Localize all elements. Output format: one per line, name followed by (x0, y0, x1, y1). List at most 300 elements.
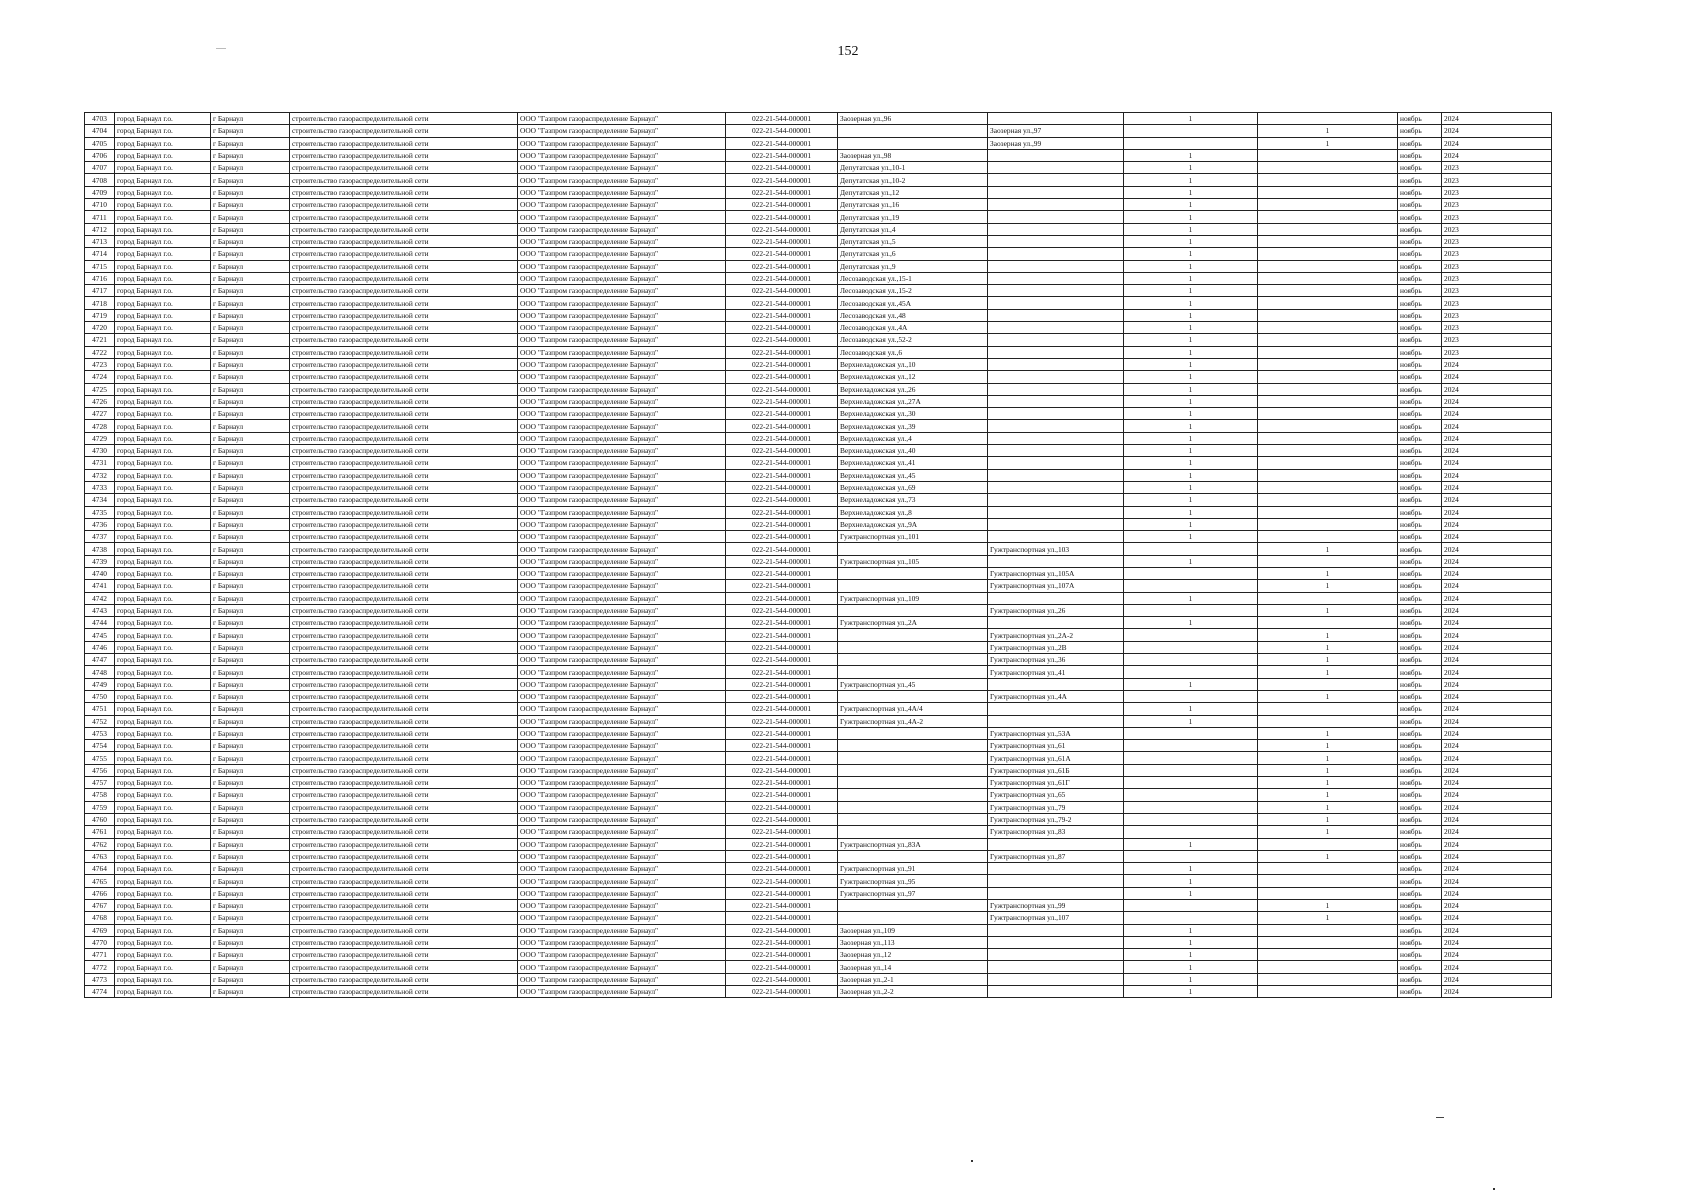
cell-code: 022-21-544-000001 (726, 149, 838, 161)
cell-address: Депутатская ул.,5 (838, 235, 988, 247)
cell-month: ноябрь (1398, 457, 1442, 469)
cell-address-new: Гужтранспортная ул.,103 (988, 543, 1124, 555)
cell-year: 2024 (1442, 826, 1552, 838)
cell-locality: г Барнаул (211, 703, 290, 715)
table-row (85, 604, 1552, 616)
table-row (85, 420, 1552, 432)
cell-organization: ООО "Газпром газораспределение Барнаул" (518, 531, 726, 543)
cell-code: 022-21-544-000001 (726, 690, 838, 702)
cell-count: 1 (1124, 592, 1258, 604)
table-row (85, 494, 1552, 506)
cell-month: ноябрь (1398, 186, 1442, 198)
cell-address: Депутатская ул.,4 (838, 223, 988, 235)
cell-code: 022-21-544-000001 (726, 432, 838, 444)
cell-address-new (988, 555, 1124, 567)
cell-number: 4724 (85, 371, 115, 383)
cell-address: Лесозаводская ул.,15-2 (838, 285, 988, 297)
cell-count-new (1258, 617, 1398, 629)
cell-number: 4737 (85, 531, 115, 543)
cell-locality: г Барнаул (211, 936, 290, 948)
cell-organization: ООО "Газпром газораспределение Барнаул" (518, 875, 726, 887)
cell-number: 4753 (85, 727, 115, 739)
cell-address-new (988, 863, 1124, 875)
cell-address-new (988, 272, 1124, 284)
cell-code: 022-21-544-000001 (726, 617, 838, 629)
cell-organization: ООО "Газпром газораспределение Барнаул" (518, 334, 726, 346)
cell-code: 022-21-544-000001 (726, 592, 838, 604)
table-row (85, 113, 1552, 125)
cell-count: 1 (1124, 285, 1258, 297)
cell-code: 022-21-544-000001 (726, 162, 838, 174)
cell-month: ноябрь (1398, 629, 1442, 641)
cell-address-new (988, 235, 1124, 247)
registry-table (84, 112, 1552, 998)
cell-number: 4710 (85, 199, 115, 211)
cell-count (1124, 666, 1258, 678)
cell-organization: ООО "Газпром газораспределение Барнаул" (518, 690, 726, 702)
table-row (85, 285, 1552, 297)
cell-code: 022-21-544-000001 (726, 703, 838, 715)
table-row (85, 223, 1552, 235)
cell-count-new: 1 (1258, 912, 1398, 924)
cell-work-type: строительство газораспределительной сети (290, 887, 518, 899)
cell-year: 2024 (1442, 358, 1552, 370)
cell-locality: г Барнаул (211, 457, 290, 469)
cell-address-new (988, 309, 1124, 321)
cell-locality: г Барнаул (211, 186, 290, 198)
cell-municipality: город Барнаул г.о. (115, 727, 211, 739)
cell-locality: г Барнаул (211, 690, 290, 702)
cell-municipality: город Барнаул г.о. (115, 678, 211, 690)
cell-address-new (988, 346, 1124, 358)
cell-address: Гужтранспортная ул.,105 (838, 555, 988, 567)
cell-organization: ООО "Газпром газораспределение Барнаул" (518, 973, 726, 985)
table-row (85, 408, 1552, 420)
cell-municipality: город Барнаул г.о. (115, 690, 211, 702)
cell-locality: г Барнаул (211, 973, 290, 985)
cell-month: ноябрь (1398, 260, 1442, 272)
cell-address-new: Гужтранспортная ул.,79-2 (988, 813, 1124, 825)
cell-locality: г Барнаул (211, 912, 290, 924)
cell-code: 022-21-544-000001 (726, 580, 838, 592)
cell-address-new (988, 703, 1124, 715)
cell-count (1124, 690, 1258, 702)
cell-locality: г Барнаул (211, 383, 290, 395)
cell-organization: ООО "Газпром газораспределение Барнаул" (518, 850, 726, 862)
cell-year: 2024 (1442, 494, 1552, 506)
cell-work-type: строительство газораспределительной сети (290, 223, 518, 235)
cell-organization: ООО "Газпром газораспределение Барнаул" (518, 764, 726, 776)
cell-number: 4763 (85, 850, 115, 862)
table-row (85, 346, 1552, 358)
cell-organization: ООО "Газпром газораспределение Барнаул" (518, 604, 726, 616)
scan-mark (1493, 1188, 1495, 1190)
cell-address-new: Гужтранспортная ул.,99 (988, 900, 1124, 912)
cell-organization: ООО "Газпром газораспределение Барнаул" (518, 936, 726, 948)
cell-year: 2024 (1442, 604, 1552, 616)
cell-locality: г Барнаул (211, 162, 290, 174)
cell-work-type: строительство газораспределительной сети (290, 395, 518, 407)
cell-month: ноябрь (1398, 641, 1442, 653)
cell-count-new: 1 (1258, 604, 1398, 616)
cell-organization: ООО "Газпром газораспределение Барнаул" (518, 924, 726, 936)
cell-locality: г Барнаул (211, 592, 290, 604)
cell-year: 2024 (1442, 936, 1552, 948)
table-row (85, 863, 1552, 875)
cell-year: 2023 (1442, 334, 1552, 346)
cell-address-new (988, 617, 1124, 629)
cell-year: 2024 (1442, 408, 1552, 420)
cell-month: ноябрь (1398, 986, 1442, 998)
cell-organization: ООО "Газпром газораспределение Барнаул" (518, 408, 726, 420)
cell-year: 2024 (1442, 986, 1552, 998)
cell-number: 4717 (85, 285, 115, 297)
cell-locality: г Барнаул (211, 260, 290, 272)
cell-address-new (988, 961, 1124, 973)
table-row (85, 383, 1552, 395)
cell-address-new (988, 162, 1124, 174)
cell-organization: ООО "Газпром газораспределение Барнаул" (518, 826, 726, 838)
cell-work-type: строительство газораспределительной сети (290, 162, 518, 174)
cell-month: ноябрь (1398, 863, 1442, 875)
cell-year: 2024 (1442, 125, 1552, 137)
cell-address-new (988, 334, 1124, 346)
table-row (85, 629, 1552, 641)
cell-number: 4721 (85, 334, 115, 346)
cell-number: 4729 (85, 432, 115, 444)
cell-address: Гужтранспортная ул.,109 (838, 592, 988, 604)
cell-municipality: город Барнаул г.о. (115, 629, 211, 641)
cell-month: ноябрь (1398, 174, 1442, 186)
cell-code: 022-21-544-000001 (726, 629, 838, 641)
cell-month: ноябрь (1398, 580, 1442, 592)
table-row (85, 801, 1552, 813)
cell-municipality: город Барнаул г.о. (115, 764, 211, 776)
cell-municipality: город Барнаул г.о. (115, 420, 211, 432)
cell-organization: ООО "Газпром газораспределение Барнаул" (518, 297, 726, 309)
cell-locality: г Барнаул (211, 346, 290, 358)
cell-address: Верхнеладожская ул.,39 (838, 420, 988, 432)
cell-work-type: строительство газораспределительной сети (290, 801, 518, 813)
cell-number: 4725 (85, 383, 115, 395)
cell-code: 022-21-544-000001 (726, 174, 838, 186)
cell-code: 022-21-544-000001 (726, 408, 838, 420)
cell-number: 4712 (85, 223, 115, 235)
cell-locality: г Барнаул (211, 506, 290, 518)
cell-address-new (988, 420, 1124, 432)
cell-locality: г Барнаул (211, 235, 290, 247)
cell-locality: г Барнаул (211, 149, 290, 161)
cell-number: 4727 (85, 408, 115, 420)
cell-count-new (1258, 272, 1398, 284)
cell-number: 4703 (85, 113, 115, 125)
cell-address: Заозерная ул.,96 (838, 113, 988, 125)
cell-count-new (1258, 297, 1398, 309)
cell-year: 2024 (1442, 371, 1552, 383)
cell-year: 2024 (1442, 850, 1552, 862)
table-row (85, 211, 1552, 223)
cell-address-new (988, 481, 1124, 493)
cell-work-type: строительство газораспределительной сети (290, 973, 518, 985)
cell-count-new (1258, 863, 1398, 875)
cell-municipality: город Барнаул г.о. (115, 580, 211, 592)
cell-municipality: город Барнаул г.о. (115, 199, 211, 211)
cell-municipality: город Барнаул г.о. (115, 457, 211, 469)
cell-address-new: Гужтранспортная ул.,107А (988, 580, 1124, 592)
cell-municipality: город Барнаул г.о. (115, 838, 211, 850)
cell-organization: ООО "Газпром газораспределение Барнаул" (518, 358, 726, 370)
cell-number: 4728 (85, 420, 115, 432)
table-row (85, 654, 1552, 666)
cell-count-new: 1 (1258, 654, 1398, 666)
cell-municipality: город Барнаул г.о. (115, 211, 211, 223)
cell-count (1124, 654, 1258, 666)
cell-locality: г Барнаул (211, 567, 290, 579)
cell-organization: ООО "Газпром газораспределение Барнаул" (518, 949, 726, 961)
cell-locality: г Барнаул (211, 949, 290, 961)
cell-year: 2024 (1442, 580, 1552, 592)
cell-work-type: строительство газораспределительной сети (290, 420, 518, 432)
cell-locality: г Барнаул (211, 875, 290, 887)
cell-locality: г Барнаул (211, 125, 290, 137)
cell-organization: ООО "Газпром газораспределение Барнаул" (518, 986, 726, 998)
cell-work-type: строительство газораспределительной сети (290, 875, 518, 887)
cell-year: 2024 (1442, 531, 1552, 543)
cell-address-new: Гужтранспортная ул.,61 (988, 740, 1124, 752)
cell-count-new (1258, 715, 1398, 727)
cell-year: 2024 (1442, 801, 1552, 813)
cell-address: Депутатская ул.,6 (838, 248, 988, 260)
cell-number: 4764 (85, 863, 115, 875)
table-row (85, 924, 1552, 936)
cell-organization: ООО "Газпром газораспределение Барнаул" (518, 395, 726, 407)
cell-address-new (988, 149, 1124, 161)
cell-count-new (1258, 113, 1398, 125)
cell-year: 2024 (1442, 690, 1552, 702)
cell-month: ноябрь (1398, 481, 1442, 493)
cell-municipality: город Барнаул г.о. (115, 924, 211, 936)
cell-address: Верхнеладожская ул.,40 (838, 445, 988, 457)
cell-address: Депутатская ул.,19 (838, 211, 988, 223)
cell-number: 4711 (85, 211, 115, 223)
cell-work-type: строительство газораспределительной сети (290, 531, 518, 543)
cell-year: 2024 (1442, 543, 1552, 555)
cell-address (838, 900, 988, 912)
cell-count: 1 (1124, 973, 1258, 985)
cell-address: Верхнеладожская ул.,30 (838, 408, 988, 420)
cell-number: 4769 (85, 924, 115, 936)
cell-work-type: строительство газораспределительной сети (290, 900, 518, 912)
cell-address-new (988, 531, 1124, 543)
cell-organization: ООО "Газпром газораспределение Барнаул" (518, 309, 726, 321)
cell-organization: ООО "Газпром газораспределение Барнаул" (518, 740, 726, 752)
cell-address-new (988, 949, 1124, 961)
cell-count (1124, 752, 1258, 764)
cell-count: 1 (1124, 334, 1258, 346)
cell-count-new: 1 (1258, 125, 1398, 137)
cell-month: ноябрь (1398, 420, 1442, 432)
cell-locality: г Барнаул (211, 285, 290, 297)
cell-address-new (988, 592, 1124, 604)
cell-address: Депутатская ул.,10-1 (838, 162, 988, 174)
cell-count: 1 (1124, 469, 1258, 481)
cell-municipality: город Барнаул г.о. (115, 371, 211, 383)
cell-locality: г Барнаул (211, 494, 290, 506)
cell-organization: ООО "Газпром газораспределение Барнаул" (518, 113, 726, 125)
cell-code: 022-21-544-000001 (726, 887, 838, 899)
cell-organization: ООО "Газпром газораспределение Барнаул" (518, 654, 726, 666)
cell-code: 022-21-544-000001 (726, 358, 838, 370)
cell-count-new: 1 (1258, 764, 1398, 776)
cell-month: ноябрь (1398, 469, 1442, 481)
cell-count: 1 (1124, 494, 1258, 506)
cell-count-new: 1 (1258, 752, 1398, 764)
table-row (85, 445, 1552, 457)
cell-work-type: строительство газораспределительной сети (290, 961, 518, 973)
cell-organization: ООО "Газпром газораспределение Барнаул" (518, 752, 726, 764)
cell-year: 2023 (1442, 285, 1552, 297)
table-row (85, 900, 1552, 912)
cell-count-new: 1 (1258, 666, 1398, 678)
cell-count: 1 (1124, 420, 1258, 432)
cell-address (838, 641, 988, 653)
cell-address: Гужтранспортная ул.,97 (838, 887, 988, 899)
cell-month: ноябрь (1398, 924, 1442, 936)
cell-locality: г Барнаул (211, 887, 290, 899)
scan-mark (1436, 1117, 1444, 1118)
cell-number: 4707 (85, 162, 115, 174)
cell-code: 022-21-544-000001 (726, 936, 838, 948)
cell-code: 022-21-544-000001 (726, 211, 838, 223)
cell-municipality: город Барнаул г.о. (115, 777, 211, 789)
cell-count-new (1258, 506, 1398, 518)
cell-count (1124, 727, 1258, 739)
cell-count: 1 (1124, 481, 1258, 493)
cell-municipality: город Барнаул г.о. (115, 826, 211, 838)
cell-organization: ООО "Газпром газораспределение Барнаул" (518, 567, 726, 579)
cell-count-new (1258, 322, 1398, 334)
cell-work-type: строительство газораспределительной сети (290, 457, 518, 469)
table-row (85, 666, 1552, 678)
cell-work-type: строительство газораспределительной сети (290, 813, 518, 825)
cell-code: 022-21-544-000001 (726, 518, 838, 530)
cell-organization: ООО "Газпром газораспределение Барнаул" (518, 715, 726, 727)
cell-year: 2024 (1442, 457, 1552, 469)
cell-municipality: город Барнаул г.о. (115, 912, 211, 924)
cell-organization: ООО "Газпром газораспределение Барнаул" (518, 518, 726, 530)
cell-count: 1 (1124, 408, 1258, 420)
cell-municipality: город Барнаул г.о. (115, 235, 211, 247)
cell-work-type: строительство газораспределительной сети (290, 432, 518, 444)
cell-code: 022-21-544-000001 (726, 260, 838, 272)
cell-month: ноябрь (1398, 703, 1442, 715)
cell-work-type: строительство газораспределительной сети (290, 936, 518, 948)
table-row (85, 334, 1552, 346)
cell-address-new (988, 469, 1124, 481)
table-row (85, 469, 1552, 481)
cell-municipality: город Барнаул г.о. (115, 936, 211, 948)
cell-year: 2023 (1442, 186, 1552, 198)
cell-month: ноябрь (1398, 949, 1442, 961)
cell-count (1124, 789, 1258, 801)
table-row (85, 260, 1552, 272)
cell-year: 2024 (1442, 740, 1552, 752)
cell-month: ноябрь (1398, 162, 1442, 174)
cell-address (838, 543, 988, 555)
cell-locality: г Барнаул (211, 334, 290, 346)
cell-municipality: город Барнаул г.о. (115, 703, 211, 715)
cell-organization: ООО "Газпром газораспределение Барнаул" (518, 580, 726, 592)
cell-year: 2024 (1442, 863, 1552, 875)
cell-year: 2024 (1442, 432, 1552, 444)
cell-organization: ООО "Газпром газораспределение Барнаул" (518, 494, 726, 506)
cell-organization: ООО "Газпром газораспределение Барнаул" (518, 813, 726, 825)
cell-month: ноябрь (1398, 813, 1442, 825)
cell-month: ноябрь (1398, 149, 1442, 161)
table-row (85, 580, 1552, 592)
cell-code: 022-21-544-000001 (726, 235, 838, 247)
cell-count: 1 (1124, 309, 1258, 321)
cell-number: 4735 (85, 506, 115, 518)
cell-month: ноябрь (1398, 850, 1442, 862)
cell-year: 2024 (1442, 949, 1552, 961)
cell-count (1124, 580, 1258, 592)
cell-address: Гужтранспортная ул.,91 (838, 863, 988, 875)
cell-organization: ООО "Газпром газораспределение Барнаул" (518, 727, 726, 739)
cell-count-new: 1 (1258, 789, 1398, 801)
cell-organization: ООО "Газпром газораспределение Барнаул" (518, 346, 726, 358)
cell-municipality: город Барнаул г.о. (115, 174, 211, 186)
cell-municipality: город Барнаул г.о. (115, 494, 211, 506)
cell-count-new (1258, 383, 1398, 395)
cell-address (838, 654, 988, 666)
cell-count (1124, 567, 1258, 579)
cell-count: 1 (1124, 149, 1258, 161)
cell-address-new (988, 986, 1124, 998)
cell-municipality: город Барнаул г.о. (115, 850, 211, 862)
cell-locality: г Барнаул (211, 961, 290, 973)
cell-count: 1 (1124, 248, 1258, 260)
cell-number: 4744 (85, 617, 115, 629)
cell-month: ноябрь (1398, 531, 1442, 543)
cell-count-new (1258, 481, 1398, 493)
cell-locality: г Барнаул (211, 924, 290, 936)
cell-municipality: город Барнаул г.о. (115, 863, 211, 875)
cell-count-new: 1 (1258, 580, 1398, 592)
cell-year: 2024 (1442, 666, 1552, 678)
cell-month: ноябрь (1398, 432, 1442, 444)
cell-address-new (988, 322, 1124, 334)
cell-address-new (988, 494, 1124, 506)
cell-organization: ООО "Газпром газораспределение Барнаул" (518, 777, 726, 789)
cell-address: Гужтранспортная ул.,83А (838, 838, 988, 850)
cell-work-type: строительство газораспределительной сети (290, 641, 518, 653)
table-row (85, 186, 1552, 198)
cell-month: ноябрь (1398, 334, 1442, 346)
cell-number: 4730 (85, 445, 115, 457)
cell-organization: ООО "Газпром газораспределение Барнаул" (518, 801, 726, 813)
cell-address (838, 727, 988, 739)
cell-municipality: город Барнаул г.о. (115, 149, 211, 161)
cell-municipality: город Барнаул г.о. (115, 432, 211, 444)
cell-number: 4757 (85, 777, 115, 789)
cell-number: 4705 (85, 137, 115, 149)
cell-code: 022-21-544-000001 (726, 838, 838, 850)
cell-locality: г Барнаул (211, 900, 290, 912)
cell-address-new: Гужтранспортная ул.,53А (988, 727, 1124, 739)
cell-locality: г Барнаул (211, 174, 290, 186)
cell-count-new (1258, 346, 1398, 358)
